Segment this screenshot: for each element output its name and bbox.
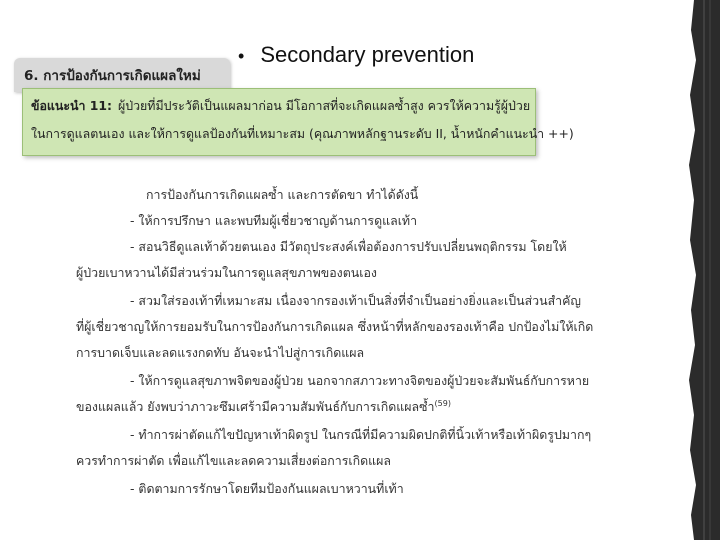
body-item: - สวมใส่รองเท้าที่เหมาะสม เนื่องจากรองเท้าเป็นสิ่งที่จำเป็นอย่างยิ่งและเป็นส่วนสำคัญ bbox=[130, 293, 581, 308]
title-bullet: • bbox=[238, 46, 245, 66]
body-item: ที่ผู้เชี่ยวชาญให้การยอมรับในการป้องกันการเกิดแผล ซึ่งหน้าที่หลักของรองเท้าคือ ปกป้องไม่ให้เกิด bbox=[76, 319, 594, 334]
body-item: ควรทำการผ่าตัด เพื่อแก้ไขและลดความเสี่ยงต่อการเกิดแผล bbox=[76, 453, 392, 468]
citation-superscript: (59) bbox=[434, 398, 451, 408]
recommendation-label: ข้อแนะนำ 11: bbox=[31, 98, 112, 113]
body-item-text: ของแผลแล้ว ยังพบว่าภาวะซึมเศร้ามีความสัมพันธ์กับการเกิดแผลซ้ำ bbox=[76, 399, 435, 414]
body-item: - ให้การปรึกษา และพบทีมผู้เชี่ยวชาญด้านการดูแลเท้า bbox=[130, 213, 418, 228]
body-item: - สอนวิธีดูแลเท้าด้วยตนเอง มีวัตถุประสงค์เพื่อต้องการปรับเปลี่ยนพฤติกรรม โดยให้ bbox=[130, 239, 567, 254]
torn-paper-edge bbox=[688, 0, 720, 540]
body-intro: การป้องกันการเกิดแผลซ้ำ และการตัดขา ทำได้ดังนี้ bbox=[146, 187, 419, 202]
recommendation-line-2: ในการดูแลตนเอง และให้การดูแลป้องกันที่เหมาะสม (คุณภาพหลักฐานระดับ II, น้ำหนักคำแนะนำ ++) bbox=[31, 126, 574, 141]
section-tab-label: 6. การป้องกันการเกิดแผลใหม่ bbox=[24, 68, 201, 84]
body-item: - ให้การดูแลสุขภาพจิตของผู้ป่วย นอกจากสภาวะทางจิตของผู้ป่วยจะสัมพันธ์กับการหาย bbox=[130, 373, 590, 388]
body-item: ผู้ป่วยเบาหวานได้มีส่วนร่วมในการดูแลสุขภาพของตนเอง bbox=[76, 265, 377, 280]
recommendation-text-1: ผู้ป่วยที่มีประวัติเป็นแผลมาก่อน มีโอกาสที่จะเกิดแผลซ้ำสูง ควรให้ความรู้ผู้ป่วย bbox=[117, 98, 531, 113]
slide-title-text: Secondary prevention bbox=[260, 42, 475, 67]
body-item: - ติดตามการรักษาโดยทีมป้องกันแผลเบาหวานที่เท้า bbox=[130, 481, 404, 496]
body-item: - ทำการผ่าตัดแก้ไขปัญหาเท้าผิดรูป ในกรณีที่มีความผิดปกติที่นิ้วเท้าหรือเท้าผิดรูปมากๆ bbox=[130, 427, 592, 442]
body-item-with-citation bbox=[76, 398, 451, 417]
body-item: การบาดเจ็บและลดแรงกดทับ อันจะนำไปสู่การเกิดแผล bbox=[76, 345, 365, 360]
